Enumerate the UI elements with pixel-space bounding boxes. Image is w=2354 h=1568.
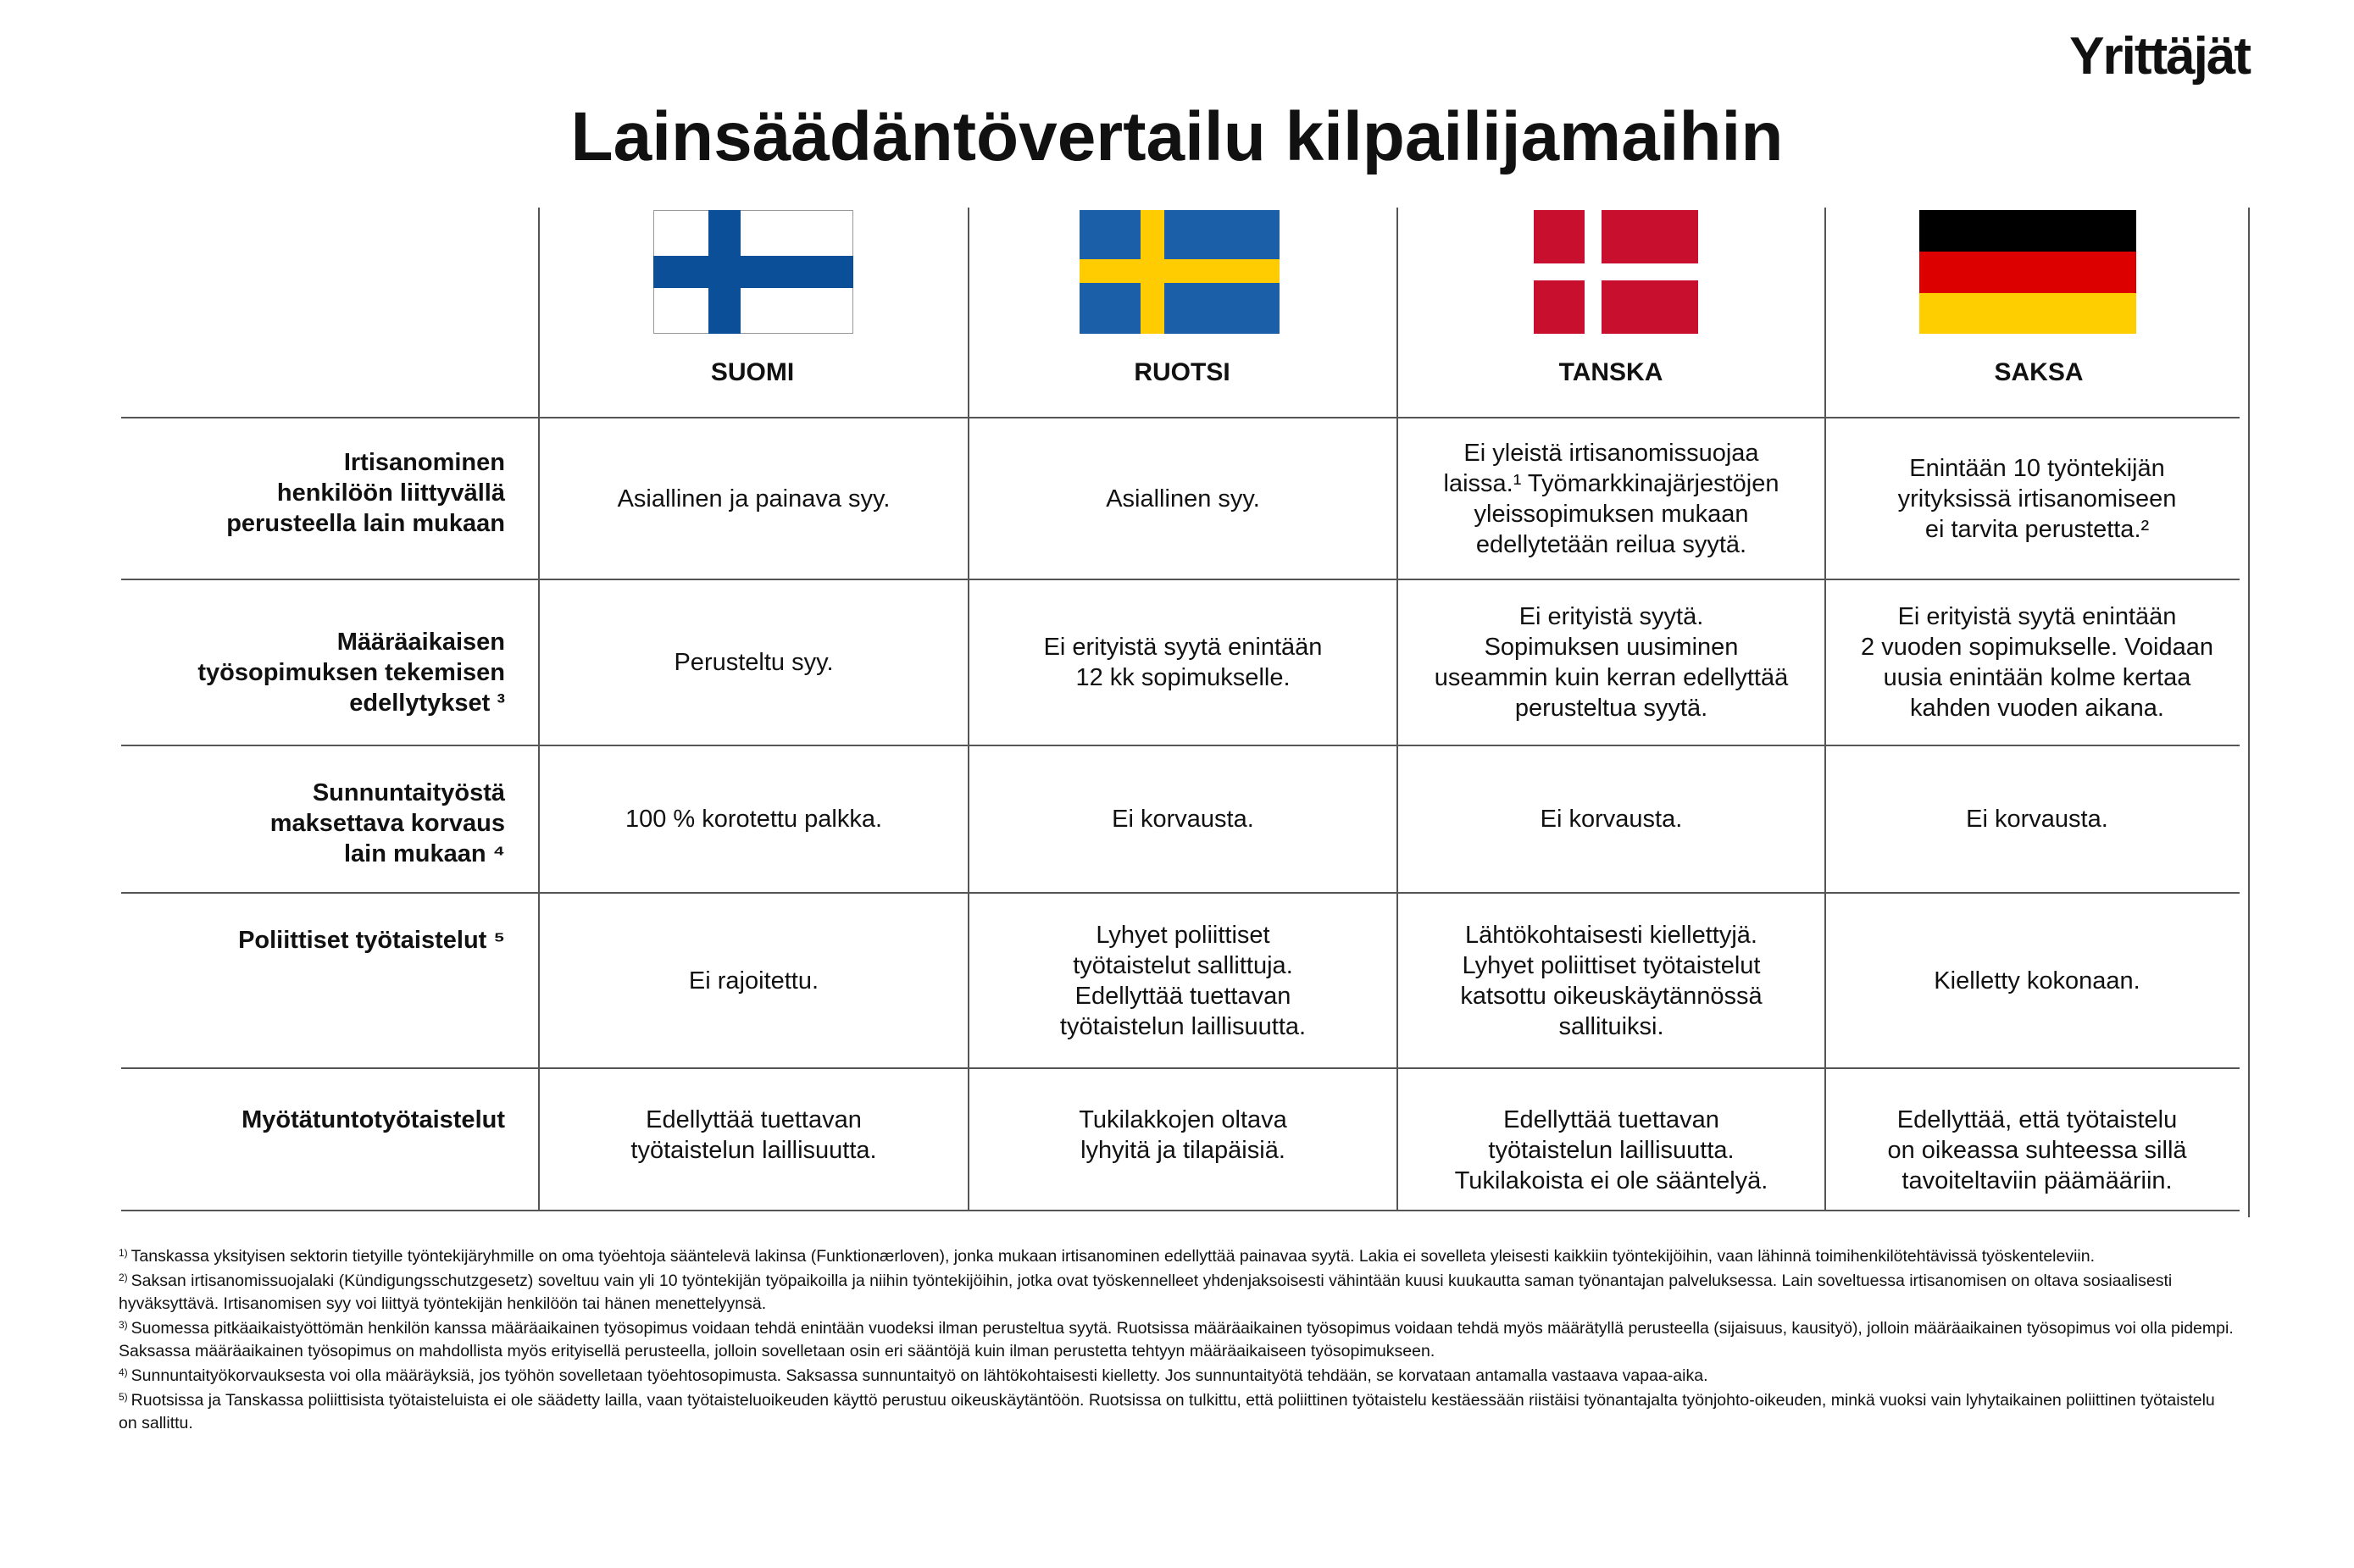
table-cell: Ei korvausta. — [1540, 806, 1683, 833]
row-divider — [121, 1210, 2240, 1211]
table-cell: Ei korvausta. — [1112, 806, 1254, 833]
row-label: Määräaikaisen työsopimuksen tekemisen edellytykset ³ — [197, 629, 505, 717]
germany-flag — [1919, 210, 2136, 334]
denmark-flag — [1534, 210, 1698, 334]
footnote: $^{2)}$ Saksan irtisanomissuojalaki (Kündigungsschutzgesetz) soveltuu vain yli 10 työntekijän työpaikoilla ja niihin työntekijöihin, jotka ovat työskennelleet yhdenjaksoisesti vähintään kuusi kuukautta saman työnantajan palveluksessa. Lain soveltuessa irtisanomisen on oltava sosiaalisesti hyväksyttävä. Irtisanomisen syy voi liittyä työntekijän henkilöön tai hänen menettelyynsä. — [119, 1272, 2173, 1313]
country-name-tanska: TANSKA — [1558, 358, 1663, 386]
table-cell: Lyhyet poliittiset työtaistelut sallittuja. Edellyttää tuettavan työtaistelun laillisuutta. — [1059, 921, 1307, 1040]
table-cell: Tukilakkojen oltava lyhyitä ja tilapäisiä. — [1079, 1106, 1287, 1164]
row-label: Myötätuntotyötaistelut — [242, 1106, 505, 1133]
table-cell: Ei erityistä syytä enintään 12 kk sopimukselle. — [1043, 634, 1323, 691]
yrittajat-logo: Yrittäjät — [2069, 27, 2250, 86]
page-title: Lainsäädäntövertailu kilpailijamaihin — [570, 98, 1784, 175]
country-name-saksa: SAKSA — [1994, 358, 2084, 386]
table-cell: Edellyttää tuettavan työtaistelun laillisuutta. — [630, 1106, 877, 1164]
table-cell: Edellyttää tuettavan työtaistelun laillisuutta. Tukilakoista ei ole sääntelyä. — [1454, 1106, 1768, 1194]
row-label: Irtisanominen henkilöön liittyvällä perusteella lain mukaan — [226, 449, 505, 537]
footnotes — [119, 1245, 2237, 1437]
table-cell: Enintään 10 työntekijän yrityksissä irtisanomiseen ei tarvita perustetta.² — [1897, 454, 2177, 543]
country-name-suomi: SUOMI — [710, 358, 795, 386]
finland-flag — [653, 210, 853, 334]
table-cell: Ei erityistä syytä. Sopimuksen uusiminen useammin kuin kerran edellyttää perusteltua syytä. — [1434, 603, 1789, 722]
table-cell: Perusteltu syy. — [674, 649, 834, 676]
table-cell: 100 % korotettu palkka. — [625, 806, 883, 833]
table-cell: Ei korvausta. — [1966, 806, 2108, 833]
row-label: Poliittiset työtaistelut ⁵ — [238, 927, 505, 954]
footnote: $^{1)}$ Tanskassa yksityisen sektorin tietyille työntekijäryhmille on oma työehtoja sääntelevä lakinsa (Funktionærloven), jonka mukaan irtisanominen edellyttää painavaa syytä. Lakia ei sovelleta yleisesti kaikkiin työntekijöihin, vaan lähinnä toimihenkilötehtävissä työskenteleviin. — [119, 1247, 2096, 1266]
table-cell: Lähtökohtaisesti kiellettyjä. Lyhyet poliittiset työtaistelut katsottu oikeuskäytännössä sallituiksi. — [1460, 921, 1763, 1040]
footnote: $^{4)}$ Sunnuntaityökorvauksesta voi olla määräyksiä, jos työhön sovelletaan työehtosopimusta. Saksassa sunnuntaityö on lähtökohtaisesti kielletty. Jos sunnuntaityötä tehdään, se korvataan antamalla vastaava vapaa-aika. — [119, 1366, 1708, 1385]
table-cell: Asiallinen syy. — [1106, 485, 1260, 513]
table-cell: Ei rajoitettu. — [688, 967, 819, 995]
footnote: $^{5)}$ Ruotsissa ja Tanskassa poliittisista työtaisteluista ei ole säädetty lailla, vaan työtaisteluoikeuden käyttö perustuu oikeuskäytäntöön. Ruotsissa on tulkittu, että poliittinen työtaistelu kestäessään riistäisi työnantajalta työnjohto-oikeuden, minkä vuoksi vain lyhytaikainen poliittinen työtaistelu on sallittu. — [119, 1391, 2215, 1432]
footnote: $^{3)}$ Suomessa pitkäaikaistyöttömän henkilön kanssa määräaikainen työsopimus voidaan tehdä enintään vuodeksi ilman perusteltua syytä. Ruotsissa määräaikainen työsopimus voidaan tehdä myös määrätyllä perusteella (sijaisuus, kausityö), jolloin määräaikainen työsopimus voi olla pidempi. Saksassa määräaikainen työsopimus on mahdollista myös erityisellä perusteella, jolloin sovelletaan osin eri sääntöjä kuin ilman perustetta tehtyyn määräaikaiseen työsopimukseen. — [119, 1319, 2234, 1360]
country-name-ruotsi: RUOTSI — [1134, 358, 1230, 386]
table-cell: Kielletty kokonaan. — [1934, 967, 2140, 995]
row-label: Sunnuntaityöstä maksettava korvaus lain mukaan ⁴ — [269, 779, 505, 867]
table-cell: Edellyttää, että työtaistelu on oikeassa suhteessa sillä tavoiteltaviin päämääriin. — [1887, 1106, 2187, 1194]
table-cell: Ei erityistä syytä enintään 2 vuoden sopimukselle. Voidaan uusia enintään kolme kertaa kahden vuoden aikana. — [1861, 603, 2213, 722]
table-cell: Asiallinen ja painava syy. — [617, 485, 891, 513]
table-cell: Ei yleistä irtisanomissuojaa laissa.¹ Työmarkkinajärjestöjen yleissopimuksen mukaan edellytetään reilua syytä. — [1443, 439, 1779, 558]
sweden-flag — [1080, 210, 1280, 334]
